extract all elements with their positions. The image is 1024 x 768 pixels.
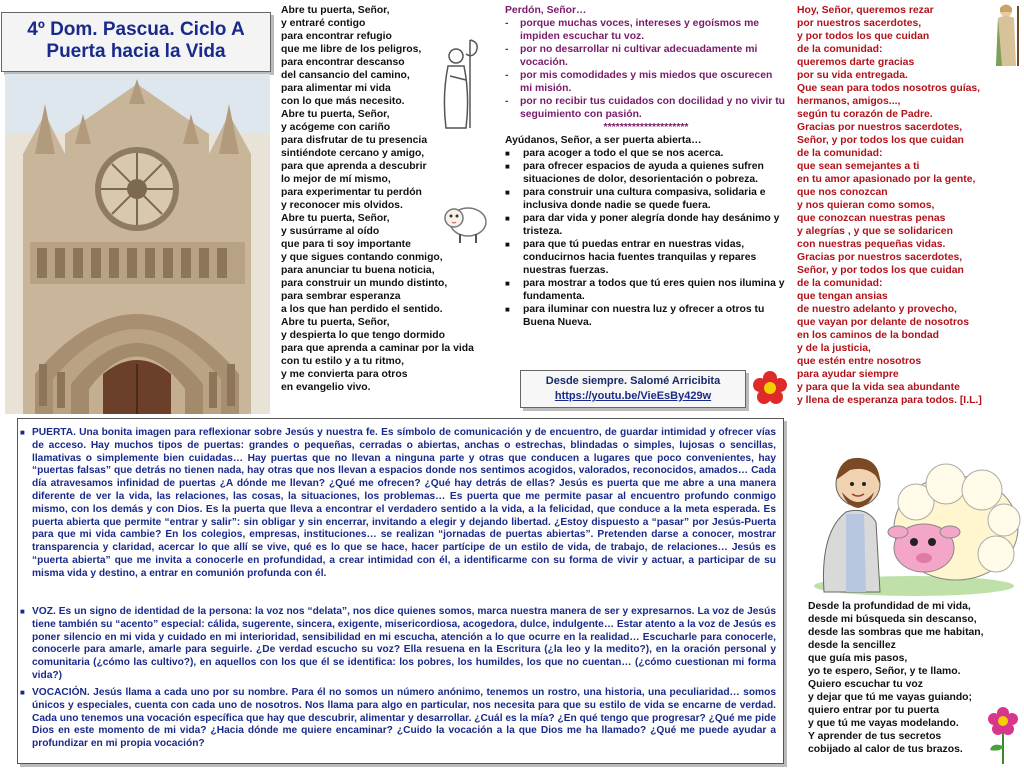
prayer-line: que nos conozcan (797, 187, 888, 198)
bullet-marker: ■ (505, 188, 510, 197)
prayer-line: de la comunidad: (797, 278, 883, 289)
bullet-marker: ■ (505, 162, 510, 171)
poem-line: cobijado al calor de tus brazos. (808, 744, 963, 755)
bullet-list-item (505, 147, 787, 160)
prayer-line: y reconocer mis olvidos. (281, 200, 403, 211)
salome-text: Desde siempre. Salomé Arricibita (545, 375, 721, 387)
salome-box (520, 370, 746, 408)
prayer-line: para anunciar tu buena noticia, (281, 265, 435, 276)
bullet-item-text: para iluminar con nuestra luz y ofrecer a otros tu Buena Nueva. (523, 304, 765, 328)
prayer-line: para construir un mundo distinto, (281, 278, 448, 289)
prayer-line: con lo que más necesito. (281, 96, 405, 107)
bullet-marker: ■ (505, 240, 510, 249)
prayer-line: y entraré contigo (281, 18, 366, 29)
dash-item-text: por mis comodidades y mis miedos que oscurecen mi misión. (520, 70, 773, 94)
dash-item-text: porque muchas voces, intereses y egoísmos me impiden escuchar tu voz. (520, 18, 760, 42)
prayer-line: queremos darte gracias (797, 57, 915, 68)
prayer-line: Que sean para todos nosotros guías, (797, 83, 981, 94)
poem-line: yo te espero, Señor, y te llamo. (808, 666, 961, 677)
prayer-line: de la comunidad: (797, 148, 883, 159)
dash-marker: - (505, 70, 509, 81)
bullet-item-text: para mostrar a todos que tú eres quien nos ilumina y fundamenta. (523, 278, 785, 302)
dash-marker: - (505, 96, 509, 107)
prayer-line: Abre tu puerta, Señor, (281, 109, 390, 120)
prayer-line: que para ti soy importante (281, 239, 411, 250)
title-line-2: Puerta hacia la Vida (46, 41, 226, 62)
bullet-marker: ■ (20, 428, 25, 437)
prayer-line: para que aprenda a caminar por la vida (281, 343, 474, 354)
prayer-line: Gracias por nuestros sacerdotes, (797, 122, 963, 133)
prayer-line: para ayudar siempre (797, 369, 899, 380)
shepherd-sketch-icon (436, 36, 484, 132)
prayer-line: y nos quieran como somos, (797, 200, 935, 211)
paragraph-text: PUERTA. Una bonita imagen para reflexionar sobre Jesús y nuestra fe. Es símbolo de comunicación y de encuentro, de guardar intimidad y ofrecer vías de acceso. Hay muchos tipos de puertas: grandes o pequeñas, cerradas o abiertas, anchas o estrechas, blindadas o simples, lujosas o sencillas, llamativas o simplemente bien cuidadas… Hay puertas que no llevan a ninguna parte y otras que conducen a lugares que poco convenientes, hay “puertas falsas” que detrás no tienen nada, hay otras que nos llevan a espacios donde nos sentimos acogidos, valorados, reconocidos, amados… Cada día atravesamos infinidad de puertas ¿A dónde me llevan? ¿Qué me ofrecen? ¿Qué hay detrás de ellas? Jesús es puerta que me abre a una manera diferente de ver la vida, las relaciones, las cosas, la situaciones, los problemas… Es puerta que me permite pasar al encuentro profundo conmigo mismo, con los demás y con Dios. Es la puerta que lleva a encontrar el verdadero sentido a la vida, a la felicidad, que conduce a la meta esperada. Es puerta abierta que permite “entrar y salir”: sin obligar y sin encerrar, invitando a elegir y dejando libertad. ¿Estoy dispuesto a “pasar” por Jesús-Puerta para que mi vida cambie? En los colegios, empresas, instituciones… se realizan “jornadas de puertas abiertas”. Pretenden darse a conocer, mostrar transparencia y claridad, acercar lo que allí se vive, qué es lo que se hace, hacer partícipe de un estilo de vida, de trabajo, de relaciones… Jesús es “puerta abierta” que me invita a conocerle en profundidad, a crear intimidad con él, a identificarme con su forma de vivir y actuar, a participar de su misma vida y destino, a entrar en comunión profunda con él. (32, 427, 776, 579)
prayer-line: para alimentar mi vida (281, 83, 391, 94)
prayer-line: Abre tu puerta, Señor, (281, 317, 390, 328)
prayer-line: que sean semejantes a ti (797, 161, 920, 172)
bullet-list (505, 147, 787, 329)
bullet-item-text: para acoger a todo el que se nos acerca. (523, 148, 724, 159)
prayer-line: para que aprenda a descubrir (281, 161, 427, 172)
prayer-line: de nuestro adelanto y provecho, (797, 304, 957, 315)
poem-line: Desde la profundidad de mi vida, (808, 601, 971, 612)
prayer-line: según tu corazón de Padre. (797, 109, 933, 120)
bullet-item-text: para construir una cultura compasiva, solidaria e inclusiva donde nadie se quede fuera. (523, 187, 766, 211)
prayer-line: Señor, y por todos los que cuidan (797, 265, 964, 276)
bullet-list-item (505, 277, 787, 303)
prayer-line: Gracias por nuestros sacerdotes, (797, 252, 963, 263)
dash-list-item (505, 43, 787, 69)
bullet-marker: ■ (505, 305, 510, 314)
prayer-line: que me libre de los peligros, (281, 44, 422, 55)
prayer-line: que vayan por delante de nosotros (797, 317, 970, 328)
poem-line: quiero entrar por tu puerta (808, 705, 940, 716)
dash-marker: - (505, 18, 509, 29)
prayer-line: y acógeme con cariño (281, 122, 391, 133)
prayer-line: que conozcan nuestras penas (797, 213, 946, 224)
dash-marker: - (505, 44, 509, 55)
reflection-paragraph-puerta (20, 427, 776, 581)
prayer-line: Hoy, Señor, queremos rezar (797, 5, 934, 16)
bullet-list-item (505, 238, 787, 277)
poem-column (808, 600, 984, 756)
prayer-line: y de la justicia, (797, 343, 871, 354)
prayer-column-2 (505, 4, 787, 329)
poem-line: desde la sencillez (808, 640, 896, 651)
bullet-list-item (505, 303, 787, 329)
prayer-line: del cansancio del camino, (281, 70, 410, 81)
poem-line: desde mi búsqueda sin descanso, (808, 614, 977, 625)
prayer-line: para sembrar esperanza (281, 291, 401, 302)
prayer-line: con tu estilo y a tu ritmo, (281, 356, 404, 367)
dash-item-text: por no recibir tus cuidados con docilidad y no vivir tu seguimiento con pasión. (520, 96, 785, 120)
dash-list-item (505, 95, 787, 121)
shepherd-icon (992, 2, 1022, 68)
paragraph-text: VOCACIÓN. Jesús llama a cada uno por su nombre. Para él no somos un número anónimo, tenemos un rostro, una historia, una peculiaridad… somos únicos y especiales, cuenta con cada uno de nosotros. Nos llama para algo en particular, nos necesita para que su estilo de vida se encarne de verdad. Cada uno tenemos una vocación específica que hay que descubrir, alimentar y desarrollar. ¿Cuál es la mía? ¿En qué tengo que progresar? ¿Qué me pide Dios en este momento de mi vida? ¿Hacia dónde me quiere encaminar? ¿Cuido la vocación a la que Dios me ha llamado? ¿Qué me puede ayudar a profundizar en mi propia vocación? (32, 687, 776, 750)
bullet-item-text: para dar vida y poner alegría donde hay desánimo y tristeza. (523, 213, 780, 237)
flower-stem-icon (986, 706, 1020, 764)
prayer-line: lo mejor de mí mismo, (281, 174, 391, 185)
prayer-line: y despierta lo que tengo dormido (281, 330, 445, 341)
bullet-item-text: para que tú puedas entrar en nuestras vidas, conducirnos hacia fuentes tranquilas y repares nuestras fuerzas. (523, 239, 757, 276)
bullet-marker: ■ (20, 688, 25, 697)
prayer-line: y por todos los que cuidan (797, 31, 930, 42)
prayer-line: para encontrar refugio (281, 31, 392, 42)
prayer-line: y llena de esperanza para todos. [I.L.] (797, 395, 982, 406)
bullet-list-item (505, 160, 787, 186)
sheep-icon (440, 196, 490, 246)
dash-item-text: por no desarrollar ni cultivar adecuadamente mi vocación. (520, 44, 758, 68)
prayer-line: y susúrrame al oído (281, 226, 380, 237)
bullet-marker: ■ (20, 607, 25, 616)
poem-line: que guía mis pasos, (808, 653, 908, 664)
prayer-line: Abre tu puerta, Señor, (281, 213, 390, 224)
prayer-line: para experimentar tu perdón (281, 187, 422, 198)
title-box (1, 12, 271, 72)
prayer-line: y me convierta para otros (281, 369, 408, 380)
youtube-link[interactable]: https://youtu.be/VieEsBy429w (554, 390, 712, 402)
stars-divider: ********************* (603, 122, 689, 133)
prayer-line: en evangelio vivo. (281, 382, 371, 393)
bullet-marker: ■ (505, 214, 510, 223)
dash-list-item (505, 69, 787, 95)
title-line-1: 4º Dom. Pascua. Ciclo A (27, 19, 245, 40)
reflection-paragraph-voz (20, 606, 776, 683)
poem-line: Y aprender de tus secretos (808, 731, 942, 742)
column2-heading: Perdón, Señor… (505, 5, 587, 16)
prayer-line: en tu amor apasionado por la gente, (797, 174, 976, 185)
dash-list (505, 17, 787, 121)
cathedral-facade-image (5, 74, 270, 414)
prayer-line: por su vida entregada. (797, 70, 908, 81)
prayer-line: y que sigues contando conmigo, (281, 252, 443, 263)
prayer-line: hermanos, amigos..., (797, 96, 901, 107)
prayer-line: por nuestros sacerdotes, (797, 18, 922, 29)
prayer-line: con nuestras pequeñas vidas. (797, 239, 946, 250)
prayer-line: de la comunidad: (797, 44, 883, 55)
bullet-item-text: para ofrecer espacios de ayuda a quienes sufren situaciones de dolor, desorientación o pobreza. (523, 161, 764, 185)
prayer-line: que tengan ansias (797, 291, 888, 302)
paragraph-text: VOZ. Es un signo de identidad de la persona: la voz nos “delata”, nos dice quienes somos, marca nuestra manera de ser y expresarnos. La voz de Jesús tiene también su “acento” especial: cálida, sugerente, sincera, exigente, misericordiosa, acogedora, dulce, indulgente… Estar atento a la voz de Jesús es poner silencio en mi vida y cuidado en mi interioridad, sensibilidad en mi escucha, atención a lo que ocurre en la realidad… Escucharle para conocerle, conocerle para amarle, amarle para seguirle. ¿De verdad escucho su voz? Ella resuena en la Escritura (¿la leo y la medito?), en la oración personal y comunitaria (¿cómo las cultivo?), en aquellos con los que él se identifica: los pobres, los humildes, los que no cuentan… (¿cómo cuestionan mi forma vida?) (32, 606, 776, 681)
poem-line: y que tú me vayas modelando. (808, 718, 959, 729)
prayer-line: para encontrar descanso (281, 57, 405, 68)
prayer-line: en los caminos de la bondad (797, 330, 940, 341)
jesus-with-sheep-image (806, 432, 1022, 598)
column2-subheading: Ayúdanos, Señor, a ser puerta abierta… (505, 135, 702, 146)
reflection-box (17, 418, 784, 764)
prayer-line: que estén entre nosotros (797, 356, 922, 367)
reflection-paragraph-vocacion (20, 687, 776, 751)
prayer-line: para disfrutar de tu presencia (281, 135, 428, 146)
prayer-column-3 (797, 4, 982, 407)
prayer-line: sintiéndote cercano y amigo, (281, 148, 425, 159)
poem-line: desde las sombras que me habitan, (808, 627, 984, 638)
poem-line: y dejar que tú me vayas guiando; (808, 692, 972, 703)
dash-list-item (505, 17, 787, 43)
bullet-marker: ■ (505, 149, 510, 158)
prayer-line: y alegrías , y que se solidaricen (797, 226, 953, 237)
flower-icon (752, 370, 788, 406)
bullet-marker: ■ (505, 279, 510, 288)
prayer-line: a los que han perdido el sentido. (281, 304, 443, 315)
bullet-list-item (505, 212, 787, 238)
bullet-list-item (505, 186, 787, 212)
prayer-line: Abre tu puerta, Señor, (281, 5, 390, 16)
poem-line: Quiero escuchar tu voz (808, 679, 923, 690)
prayer-line: y para que la vida sea abundante (797, 382, 960, 393)
prayer-line: Señor, y por todos los que cuidan (797, 135, 964, 146)
